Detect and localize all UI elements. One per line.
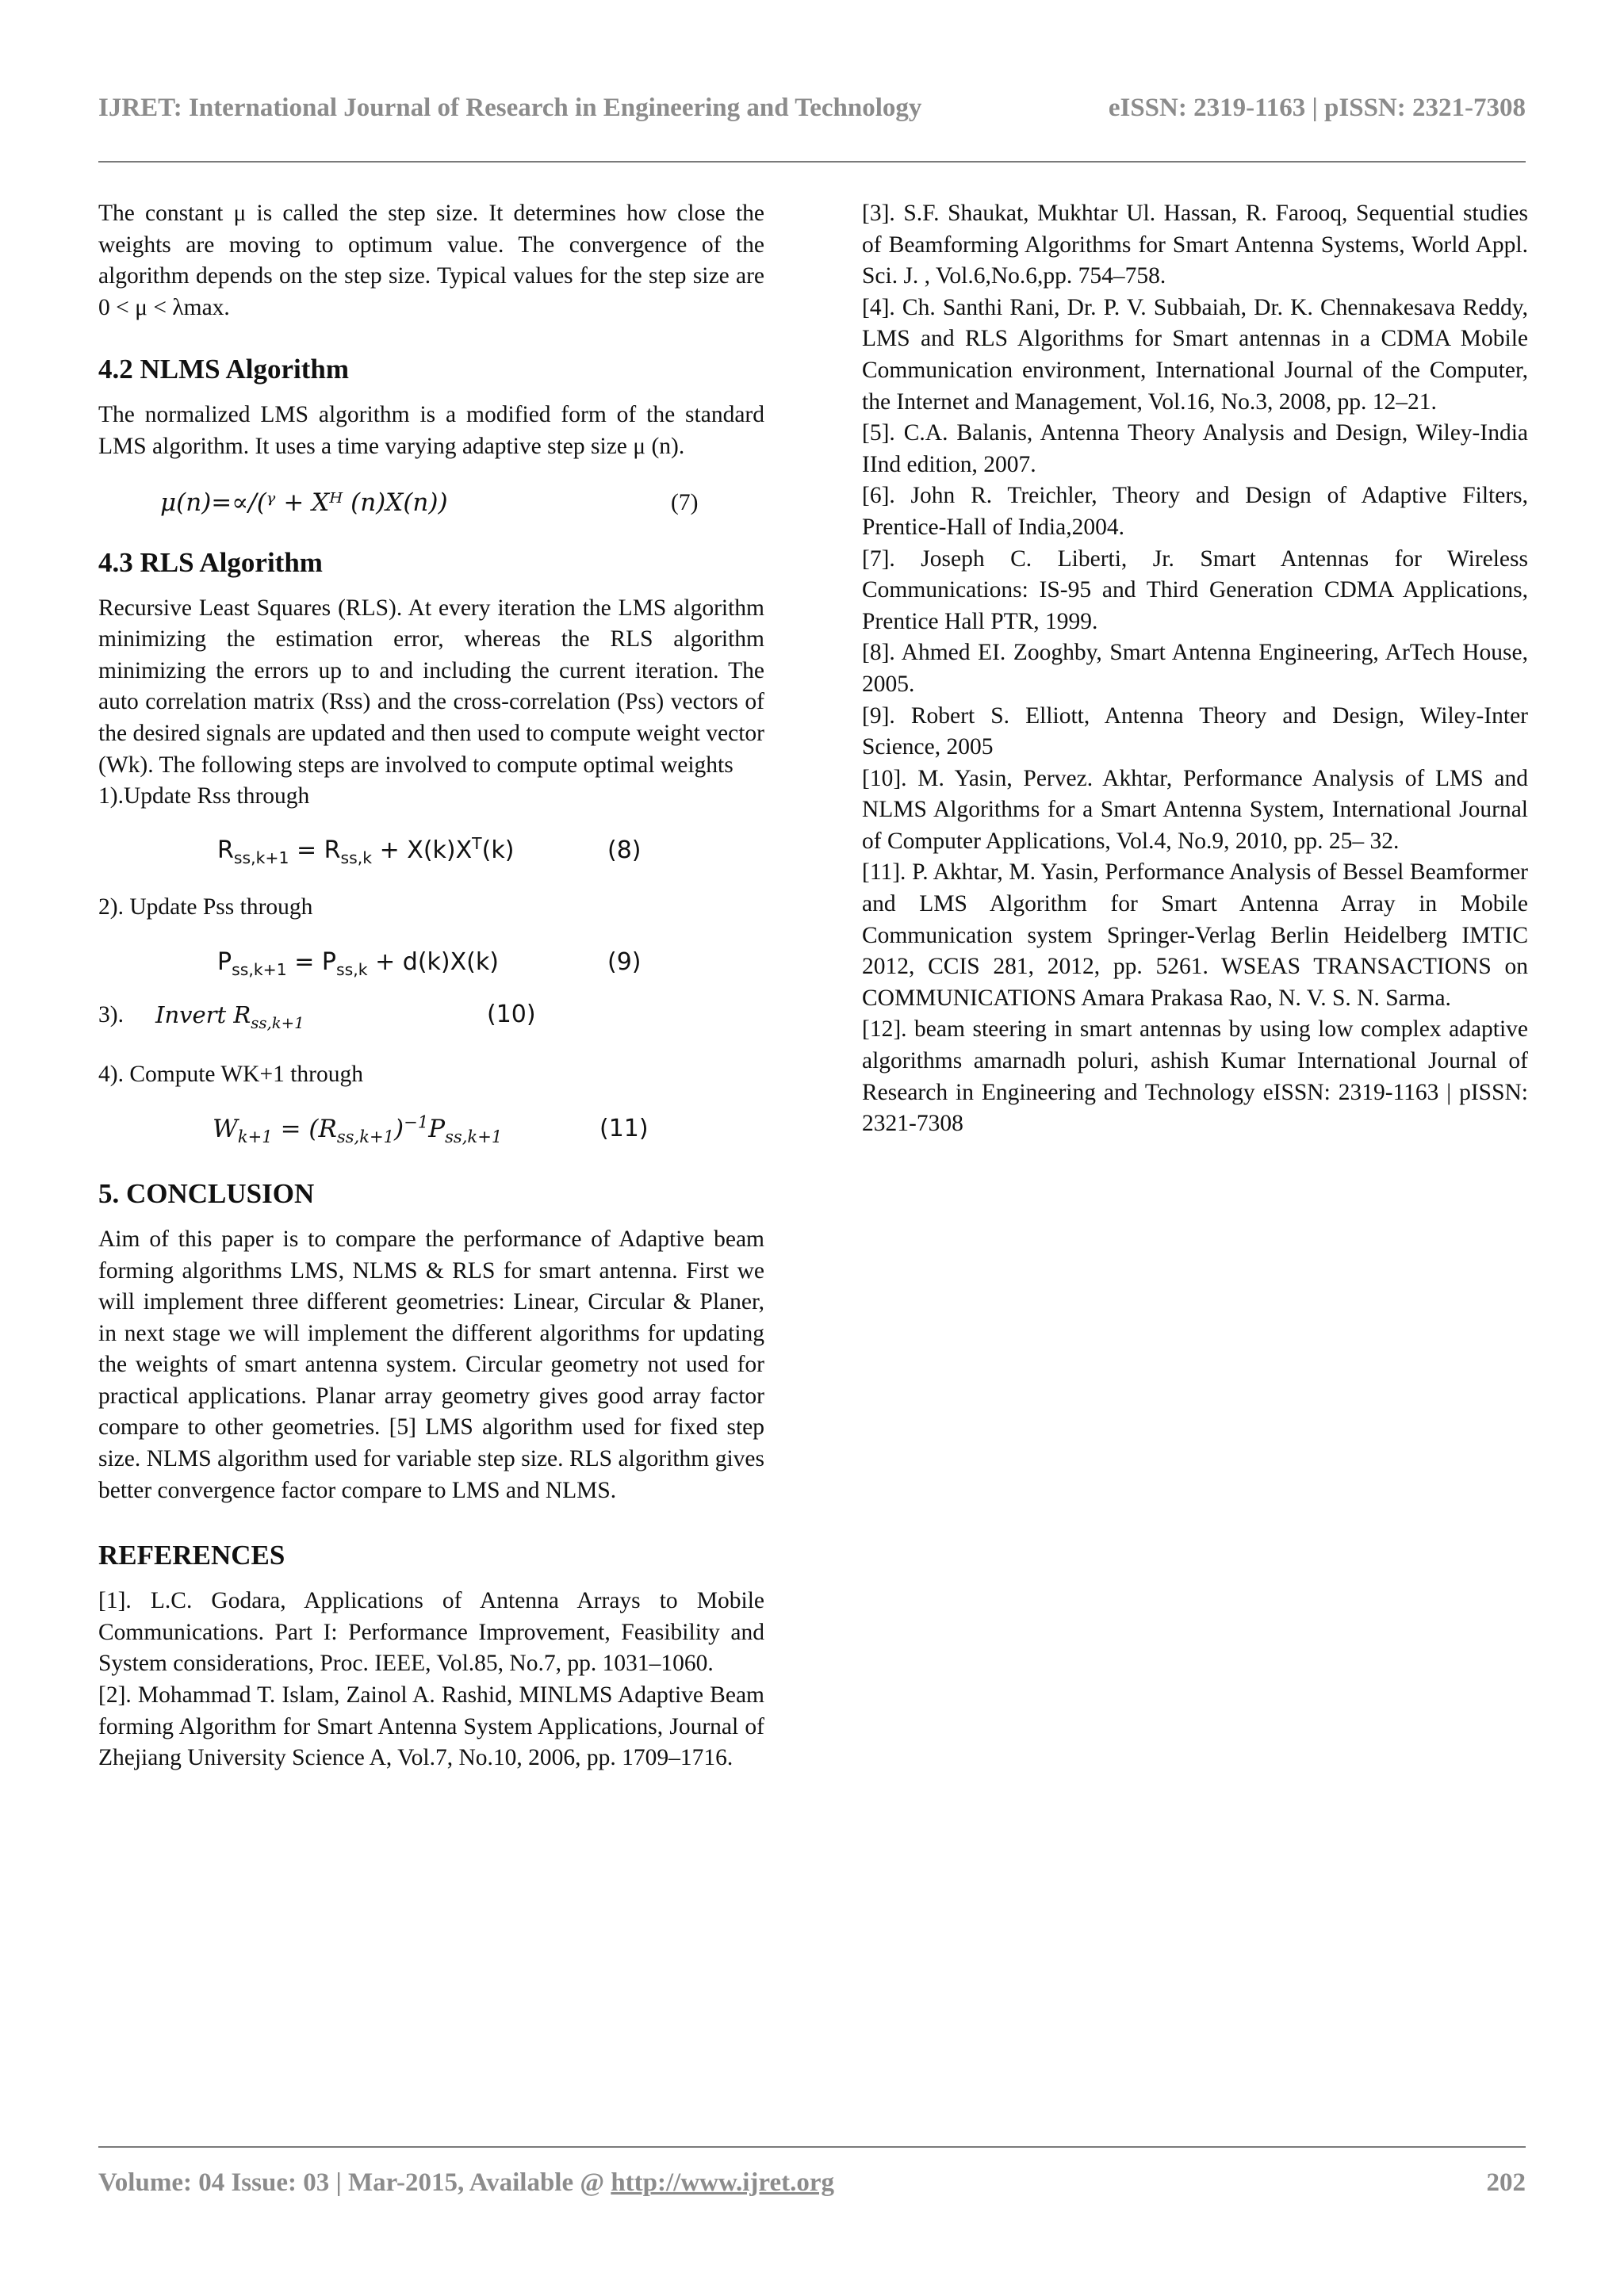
reference-item: [1]. L.C. Godara, Applications of Antenna Arrays to Mobile Communications. Part I: Performance Improvement, Feasibility and System considerations, Proc. IEEE, Vol.85, No.7, pp. 1031–1060.	[98, 1588, 764, 1677]
references-list-right	[862, 198, 1528, 1140]
journal-title: IJRET: International Journal of Research in Engineering and Technology	[98, 94, 922, 122]
reference-item: [12]. beam steering in smart antennas by using low complex adaptive algorithms amarnadh poluri, ashish Kumar International Journal of Research in Engineering and Technology eISSN: 2319-1163 | pISSN: 2321-7308	[862, 1016, 1528, 1137]
page-footer	[98, 2168, 1526, 2198]
reference-item: [5]. C.A. Balanis, Antenna Theory Analysis and Design, Wiley-India IInd edition, 2007.	[862, 420, 1528, 477]
issn-label: eISSN: 2319-1163 | pISSN: 2321-7308	[1108, 94, 1526, 122]
footer-volume: Volume: 04 Issue: 03 | Mar-2015, Available @ http://www.ijret.org	[98, 2168, 834, 2197]
equation-8-expression: $R_{ss,k+1} = R_{ss,k} + X(k)X^T(k)$	[217, 833, 515, 867]
reference-item: [11]. P. Akhtar, M. Yasin, Performance Analysis of Bessel Beamformer and LMS Algorithm for Smart Antenna Array in Mobile Communication system Springer-Verlag Berlin Heidelberg IMTIC 2012, CCIS 281, 2012, pp. 5261. WSEAS TRANSACTIONS on COMMUNICATIONS Amara Prakasa Rao, N. V. S. N. Sarma.	[862, 859, 1528, 1011]
reference-item: [8]. Ahmed EI. Zooghby, Smart Antenna Engineering, ArTech House, 2005.	[862, 640, 1528, 697]
equation-11-number: (11)	[599, 1114, 649, 1142]
equation-10-expression: Invert $R_{ss,k+1}$	[155, 1001, 304, 1033]
nlms-heading: 4.2 NLMS Algorithm	[98, 354, 349, 385]
page-number: 202	[1486, 2168, 1526, 2197]
reference-item: [7]. Joseph C. Liberti, Jr. Smart Antennas for Wireless Communications: IS-95 and Third Generation CDMA Applications, Prentice Hall PTR, 1999.	[862, 545, 1528, 634]
reference-item: [9]. Robert S. Elliott, Antenna Theory and Design, Wiley-Inter Science, 2005	[862, 702, 1528, 760]
references-list-left	[98, 1586, 764, 1774]
equation-9-expression: $P_{ss,k+1} = P_{ss,k} + d(k)X(k)$	[217, 948, 499, 980]
right-column	[862, 198, 1528, 1140]
step-4-text: 4). Compute WK+1 through	[98, 1062, 364, 1088]
step-3-label: 3).	[98, 1002, 124, 1028]
page-header	[98, 94, 1526, 123]
equation-10	[98, 994, 764, 1035]
equation-9	[98, 942, 764, 983]
header-divider	[98, 161, 1526, 163]
conclusion-heading: 5. CONCLUSION	[98, 1177, 315, 1209]
equation-8-number: (8)	[607, 836, 642, 864]
journal-website-link[interactable]: http://www.ijret.org	[611, 2168, 834, 2197]
step-2-text: 2). Update Pss through	[98, 894, 313, 920]
left-column	[98, 198, 764, 1774]
reference-item: [3]. S.F. Shaukat, Mukhtar Ul. Hassan, R. Farooq, Sequential studies of Beamforming Algorithms for Smart Antenna Systems, World Appl. Sci. J. , Vol.6,No.6,pp. 754–758.	[862, 201, 1528, 289]
equation-7-expression: μ(n)=∝/(ᵞ + Xᴴ (n)X(n))	[160, 488, 448, 517]
rls-heading: 4.3 RLS Algorithm	[98, 546, 323, 578]
nlms-paragraph: The normalized LMS algorithm is a modified form of the standard LMS algorithm. It uses a time varying adaptive step size μ (n).	[98, 402, 764, 459]
equation-7-number: (7)	[671, 489, 699, 515]
step-1-text: 1).Update Rss through	[98, 783, 310, 809]
equation-7	[98, 482, 764, 523]
equation-11-expression: $W_{k+1} = (R_{ss,k+1})^{-1}P_{ss,k+1}$	[213, 1112, 503, 1147]
conclusion-paragraph: Aim of this paper is to compare the performance of Adaptive beam forming algorithms LMS, NLMS & RLS for smart antenna. First we will implement three different geometries: Linear, Circular & Planer, in next stage we will implement the different algorithms for updating the weights of smart antenna system. Circular geometry not used for practical applications. Planar array geometry gives good array factor compare to other geometries. [5] LMS algorithm used for fixed step size. NLMS algorithm used for variable step size. RLS algorithm gives better convergence factor compare to LMS and NLMS.	[98, 1226, 764, 1503]
reference-item: [6]. John R. Treichler, Theory and Design of Adaptive Filters, Prentice-Hall of India,2004.	[862, 483, 1528, 540]
reference-item: [10]. M. Yasin, Pervez. Akhtar, Performance Analysis of LMS and NLMS Algorithms for a Smart Antenna System, International Journal of Computer Applications, Vol.4, No.9, 2010, pp. 25– 32.	[862, 765, 1528, 854]
equation-8	[98, 830, 764, 871]
step-size-paragraph: The constant μ is called the step size. It determines how close the weights are moving to optimum value. The convergence of the algorithm depends on the step size. Typical values for the step size are 0 < μ < λmax.	[98, 201, 764, 320]
rls-paragraph: Recursive Least Squares (RLS). At every iteration the LMS algorithm minimizing the estimation error, whereas the RLS algorithm minimizing the errors up to and including the current iteration. The auto correlation matrix (Rss) and the cross-correlation (Pss) vectors of the desired signals are updated and then used to compute weight vector (Wk). The following steps are involved to compute optimal weights	[98, 595, 764, 778]
reference-item: [4]. Ch. Santhi Rani, Dr. P. V. Subbaiah, Dr. K. Chennakesava Reddy, LMS and RLS Algorithms for Smart antennas in a CDMA Mobile Communication environment, International Journal of the Computer, the Internet and Management, Vol.16, No.3, 2008, pp. 12–21.	[862, 294, 1528, 415]
reference-item: [2]. Mohammad T. Islam, Zainol A. Rashid, MINLMS Adaptive Beam forming Algorithm for Smart Antenna System Applications, Journal of Zhejiang University Science A, Vol.7, No.10, 2006, pp. 1709–1716.	[98, 1682, 764, 1771]
equation-10-number: (10)	[487, 1001, 536, 1029]
equation-11	[98, 1108, 764, 1150]
equation-9-number: (9)	[607, 948, 642, 977]
footer-divider	[98, 2146, 1526, 2148]
references-heading: REFERENCES	[98, 1540, 285, 1571]
